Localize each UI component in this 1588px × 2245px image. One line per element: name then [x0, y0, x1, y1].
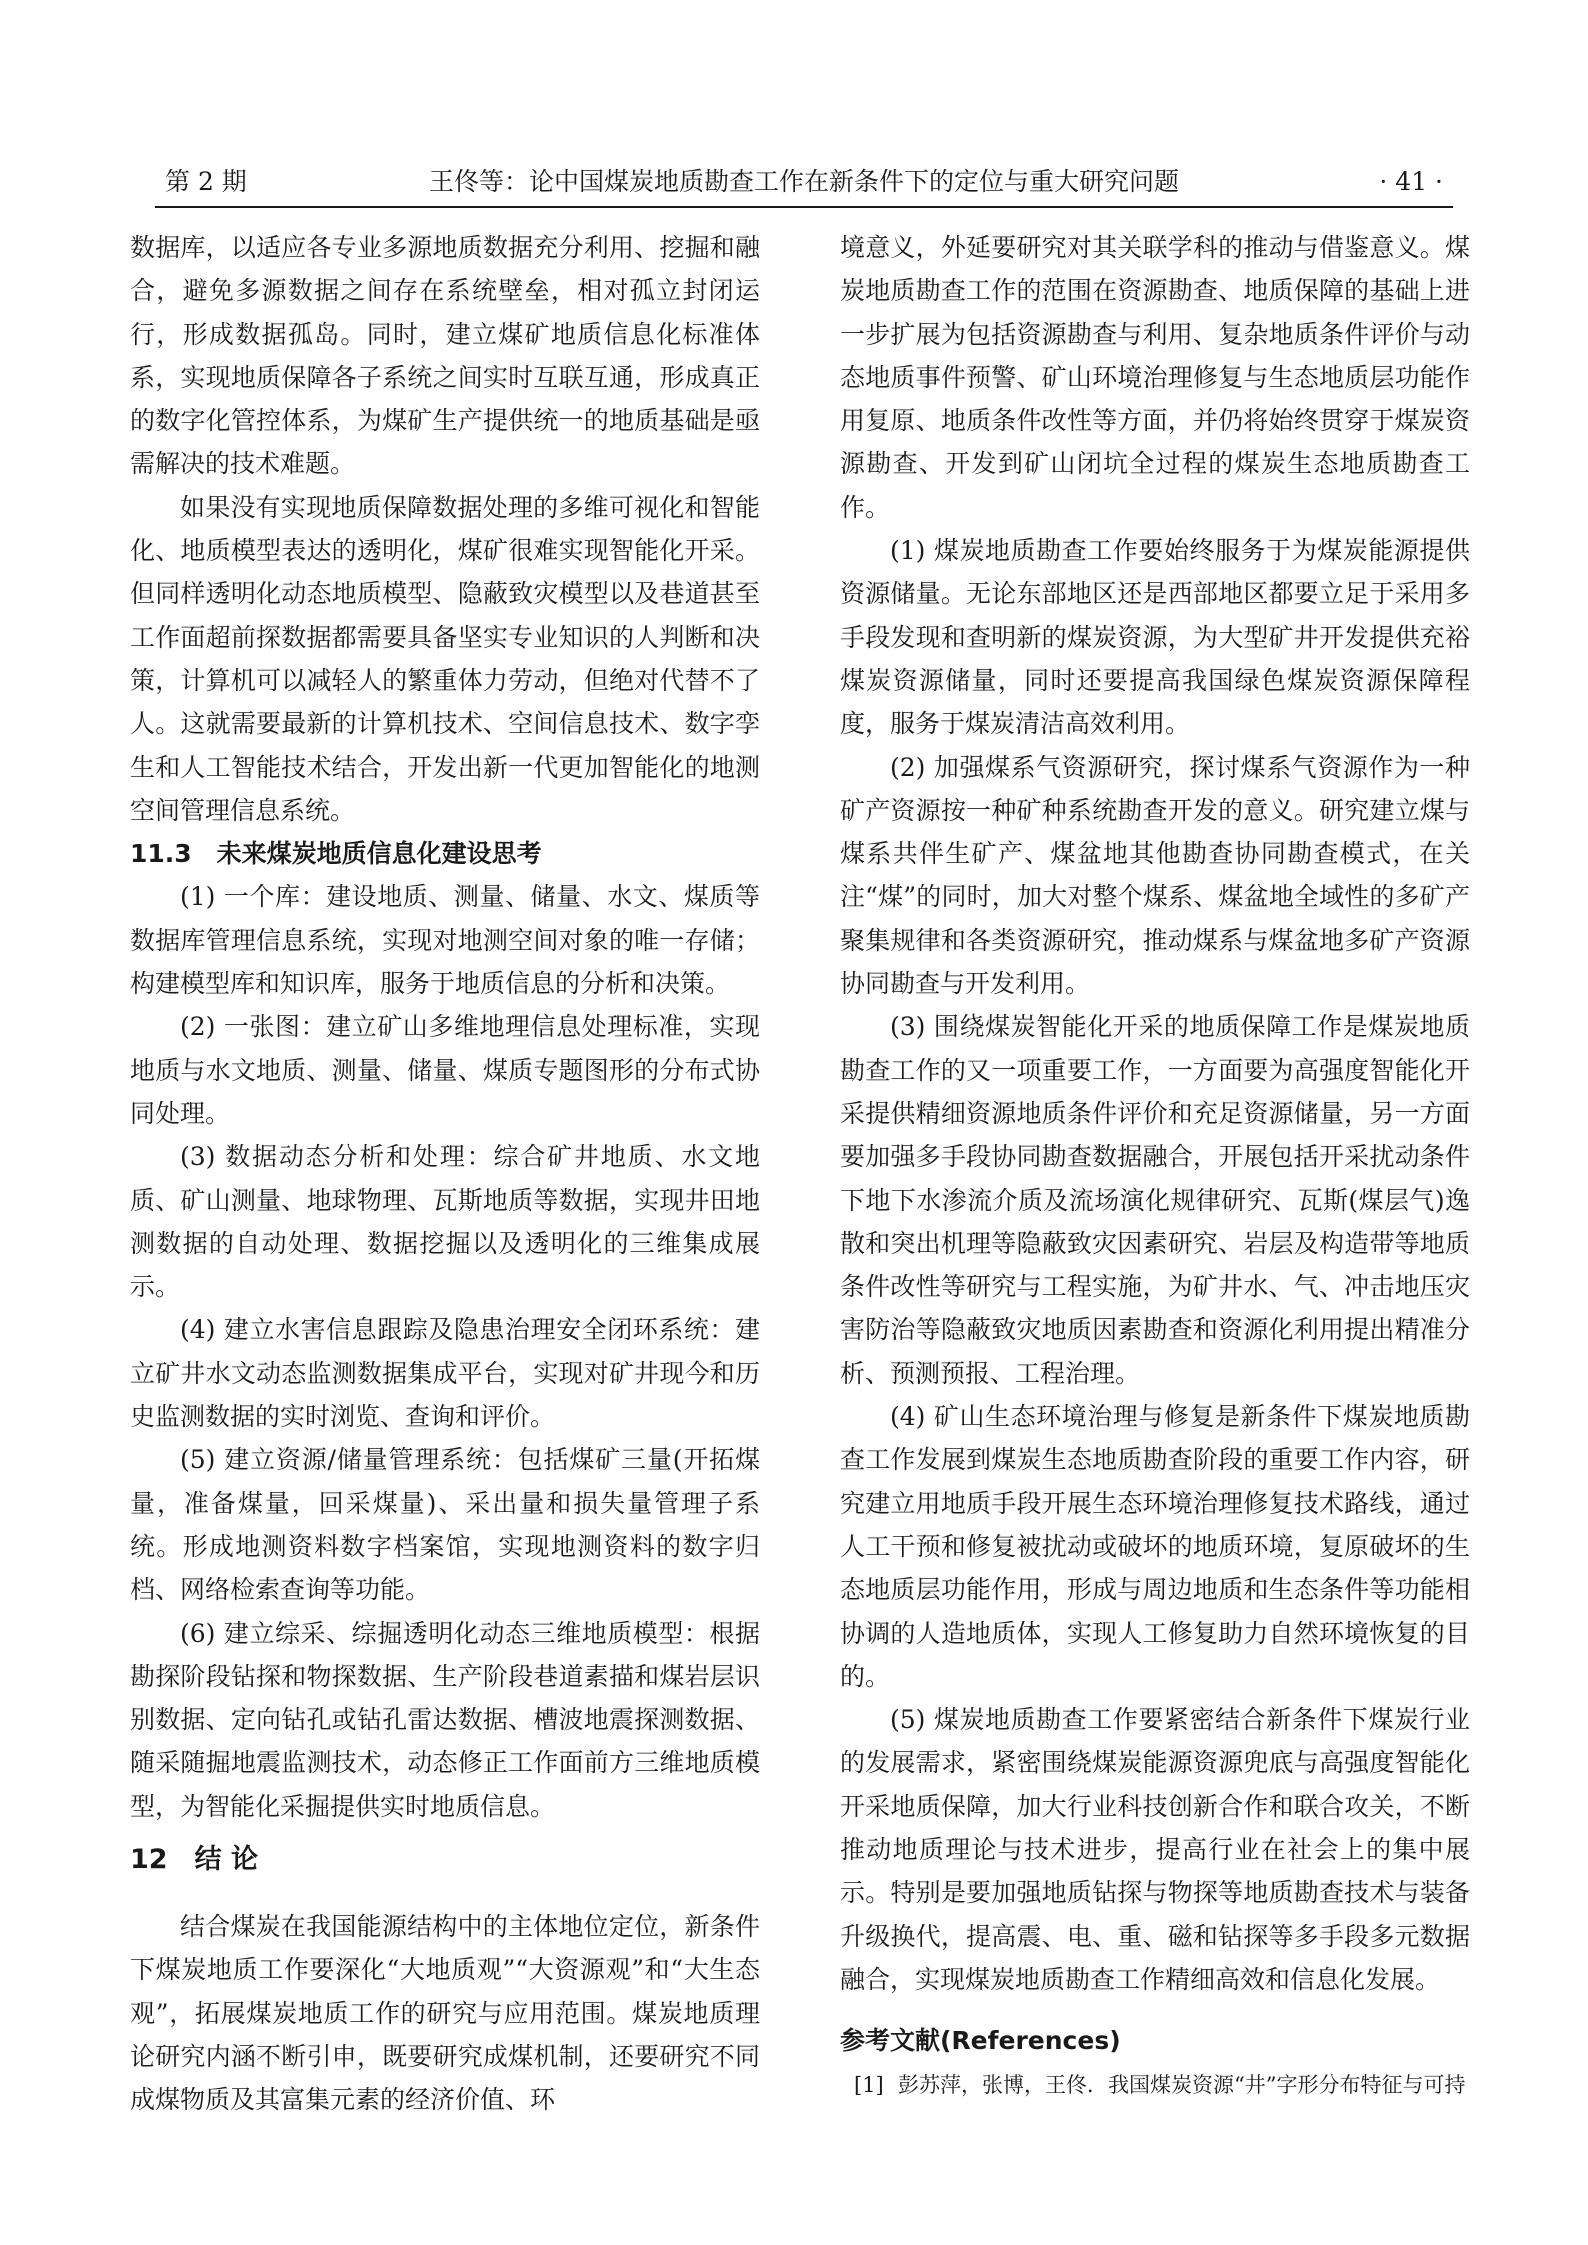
- running-title: 王佟等：论中国煤炭地质勘查工作在新条件下的定位与重大研究问题: [428, 167, 1179, 196]
- header-rule: [155, 206, 1453, 208]
- right-column: [840, 226, 1470, 2102]
- list-item: (5) 建立资源/储量管理系统：包括煤矿三量(开拓煤量，准备煤量，回采煤量)、采出量和损失量管理子系统。形成地测资料数字档案馆，实现地测资料的数字归档、网络检索查询等功能。: [130, 1445, 760, 1605]
- section-heading-11-3: 11.3 未来煤炭地质信息化建设思考: [130, 839, 542, 869]
- issue-label: 第 2 期: [165, 167, 247, 196]
- page-number: · 41 ·: [1379, 167, 1443, 196]
- paragraph: 境意义，外延要研究对其关联学科的推动与借鉴意义。煤炭地质勘查工作的范围在资源勘查、地质保障的基础上进一步扩展为包括资源勘查与利用、复杂地质条件评价与动态地质事件预警、矿山环境治理修复与生态地质层功能作用复原、地质条件改性等方面，并仍将始终贯穿于煤炭资源勘查、开发到矿山闭坑全过程的煤炭生态地质勘查工作。: [840, 233, 1470, 522]
- list-item: (5) 煤炭地质勘查工作要紧密结合新条件下煤炭行业的发展需求，紧密围绕煤炭能源资源兜底与高强度智能化开采地质保障，加大行业科技创新合作和联合攻关，不断推动地质理论与技术进步，提高行业在社会上的集中展示。特别是要加强地质钻探与物探等地质勘查技术与装备升级换代，提高震、电、重、磁和钻探等多手段多元数据融合，实现煤炭地质勘查工作精细高效和信息化发展。: [840, 1705, 1470, 1994]
- running-header: [155, 160, 1453, 204]
- paragraph: 数据库，以适应各专业多源地质数据充分利用、挖掘和融合，避免多源数据之间存在系统壁垒，相对孤立封闭运行，形成数据孤岛。同时，建立煤矿地质信息化标准体系，实现地质保障各子系统之间实时互联互通，形成真正的数字化管控体系，为煤矿生产提供统一的地质基础是亟需解决的技术难题。: [130, 233, 760, 479]
- references-heading: 参考文献(References): [840, 2026, 1121, 2056]
- list-item: (4) 建立水害信息跟踪及隐患治理安全闭环系统：建立矿井水文动态监测数据集成平台，实现对矿井现今和历史监测数据的实时浏览、查询和评价。: [130, 1315, 760, 1432]
- paragraph: 如果没有实现地质保障数据处理的多维可视化和智能化、地质模型表达的透明化，煤矿很难实现智能化开采。但同样透明化动态地质模型、隐蔽致灾模型以及巷道甚至工作面超前探数据都需要具备坚实专业知识的人判断和决策，计算机可以减轻人的繁重体力劳动，但绝对代替不了人。这就需要最新的计算机技术、空间信息技术、数字孪生和人工智能技术结合，开发出新一代更加智能化的地测空间管理信息系统。: [130, 492, 760, 825]
- reference-number: [1]: [854, 2073, 884, 2098]
- list-item: (3) 围绕煤炭智能化开采的地质保障工作是煤炭地质勘查工作的又一项重要工作，一方面要为高强度智能化开采提供精细资源地质条件评价和充足资源储量，另一方面要加强多手段协同勘查数据融合，开展包括开采扰动条件下地下水渗流介质及流场演化规律研究、瓦斯(煤层气)逸散和突出机理等隐蔽致灾因素研究、岩层及构造带等地质条件改性等研究与工程实施，为矿井水、气、冲击地压灾害防治等隐蔽致灾地质因素勘查和资源化利用提出精准分析、预测预报、工程治理。: [840, 1012, 1470, 1388]
- reference-text: 彭苏萍，张博，王佟．我国煤炭资源“井”字形分布特征与可持: [898, 2073, 1466, 2098]
- list-item: (1) 煤炭地质勘查工作要始终服务于为煤炭能源提供资源储量。无论东部地区还是西部地区都要立足于采用多手段发现和查明新的煤炭资源，为大型矿井开发提供充裕煤炭资源储量，同时还要提高我国绿色煤炭资源保障程度，服务于煤炭清洁高效利用。: [840, 536, 1470, 739]
- list-item: (2) 加强煤系气资源研究，探讨煤系气资源作为一种矿产资源按一种矿种系统勘查开发的意义。研究建立煤与煤系共伴生矿产、煤盆地其他勘查协同勘查模式，在关注“煤”的同时，加大对整个煤系、煤盆地全域性的多矿产聚集规律和各类资源研究，推动煤系与煤盆地多矿产资源协同勘查与开发利用。: [840, 752, 1470, 999]
- list-item: (3) 数据动态分析和处理：综合矿井地质、水文地质、矿山测量、地球物理、瓦斯地质等数据，实现井田地测数据的自动处理、数据挖掘以及透明化的三维集成展示。: [130, 1142, 760, 1302]
- section-heading-conclusion: 12 结 论: [130, 1843, 258, 1875]
- list-item: (1) 一个库：建设地质、测量、储量、水文、煤质等数据库管理信息系统，实现对地测空间对象的唯一存储；构建模型库和知识库，服务于地质信息的分析和决策。: [130, 882, 760, 999]
- list-item: (6) 建立综采、综掘透明化动态三维地质模型：根据勘探阶段钻探和物探数据、生产阶段巷道素描和煤岩层识别数据、定向钻孔或钻孔雷达数据、槽波地震探测数据、随采随掘地震监测技术，动态修正工作面前方三维地质模型，为智能化采掘提供实时地质信息。: [130, 1618, 760, 1821]
- left-column: [130, 226, 760, 2121]
- list-item: (2) 一张图：建立矿山多维地理信息处理标准，实现地质与水文地质、测量、储量、煤质专题图形的分布式协同处理。: [130, 1012, 760, 1128]
- reference-item: [840, 2068, 1470, 2102]
- paragraph: 结合煤炭在我国能源结构中的主体地位定位，新条件下煤炭地质工作要深化“大地质观”“大资源观”和“大生态观”，拓展煤炭地质工作的研究与应用范围。煤炭地质理论研究内涵不断引申，既要研究成煤机制，还要研究不同成煤物质及其富集元素的经济价值、环: [130, 1911, 760, 2115]
- list-item: (4) 矿山生态环境治理与修复是新条件下煤炭地质勘查工作发展到煤炭生态地质勘查阶段的重要工作内容，研究建立用地质手段开展生态环境治理修复技术路线，通过人工干预和修复被扰动或破坏的地质环境，复原破坏的生态地质层功能作用，形成与周边地质和生态条件等功能相协调的人造地质体，实现人工修复助力自然环境恢复的目的。: [840, 1402, 1470, 1691]
